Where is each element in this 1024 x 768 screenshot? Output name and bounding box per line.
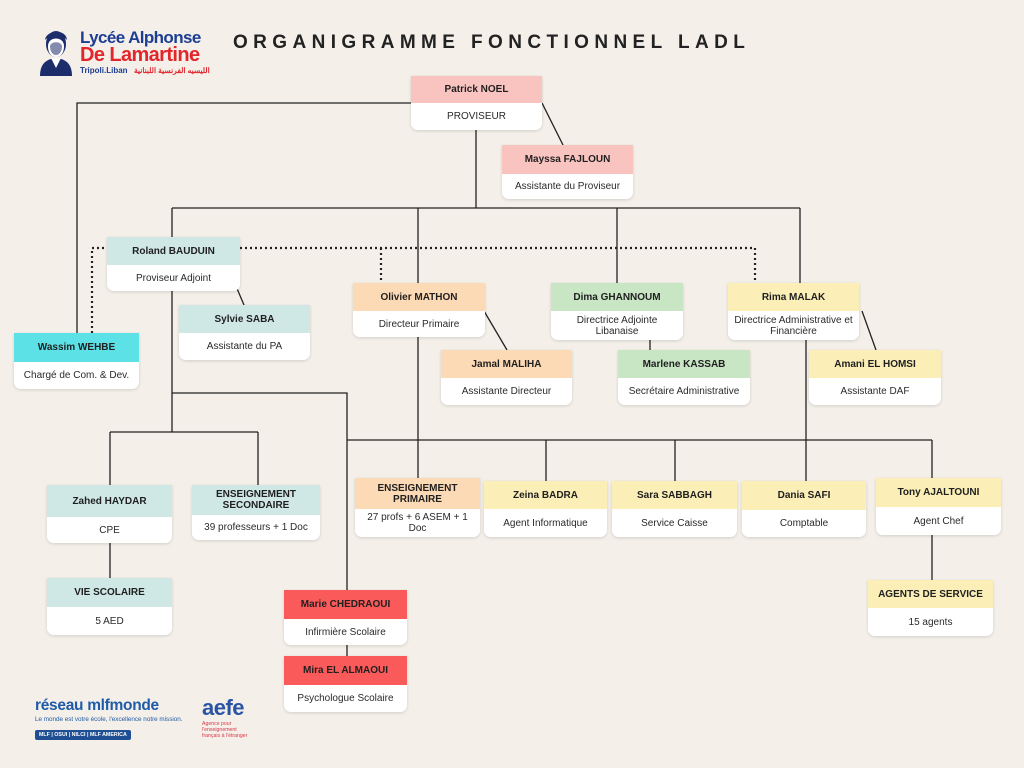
logo-line-2: De Lamartine <box>80 44 200 66</box>
node-name: Marie CHEDRAOUI <box>284 590 407 619</box>
node-role: Psychologue Scolaire <box>284 685 407 712</box>
node-role: Infirmière Scolaire <box>284 619 407 645</box>
mlfmonde-logo <box>35 697 195 741</box>
node-role: Directrice Adjointe Libanaise <box>551 311 683 340</box>
node-role: Proviseur Adjoint <box>107 265 240 291</box>
node-assistante-proviseur <box>502 145 633 199</box>
logo-line-3: Tripoli.Liban <box>80 66 128 75</box>
mlf-tagline: Le monde est votre école, l'excellence notre mission. <box>35 716 183 723</box>
dotted-connector <box>240 248 755 283</box>
node-name: Roland BAUDUIN <box>107 237 240 265</box>
mlf-name: réseau mlfmonde <box>35 697 159 714</box>
node-role: Assistante DAF <box>809 378 941 405</box>
node-infirmiere <box>284 590 407 645</box>
node-role: Agent Informatique <box>484 509 607 537</box>
node-agent-chef <box>876 478 1001 535</box>
node-name: Rima MALAK <box>728 283 859 311</box>
node-role: Secrétaire Administrative <box>618 378 750 405</box>
node-role: Assistante Directeur <box>441 378 572 405</box>
node-ens-primaire <box>355 478 480 537</box>
node-name: Zahed HAYDAR <box>47 485 172 517</box>
node-assistante-pa <box>179 305 310 360</box>
node-name: Mayssa FAJLOUN <box>502 145 633 174</box>
node-name: Sara SABBAGH <box>612 481 737 509</box>
dotted-connector <box>92 248 107 333</box>
node-role: Directrice Administrative et Financière <box>728 311 859 340</box>
logo-arabic: الليسيه الفرنسية اللبنانية <box>134 66 210 75</box>
node-role: Assistante du Proviseur <box>502 174 633 199</box>
node-role: Comptable <box>742 510 866 537</box>
node-psychologue <box>284 656 407 712</box>
node-name: Olivier MATHON <box>353 283 485 311</box>
node-role: Assistante du PA <box>179 333 310 360</box>
node-com-dev <box>14 333 139 389</box>
node-proviseur <box>411 76 542 130</box>
node-role: 39 professeurs + 1 Doc <box>192 515 320 540</box>
connector <box>862 311 876 350</box>
node-name: Jamal MALIHA <box>441 350 572 378</box>
node-name: ENSEIGNEMENT PRIMAIRE <box>355 478 480 509</box>
aefe-name: aefe <box>202 695 245 720</box>
node-role: 15 agents <box>868 608 993 636</box>
page-title: ORGANIGRAMME FONCTIONNEL LADL <box>233 32 751 53</box>
node-daf <box>728 283 859 340</box>
node-assistante-directeur <box>441 350 572 405</box>
connector <box>542 103 563 145</box>
node-role: PROVISEUR <box>411 103 542 130</box>
node-ens-secondaire <box>192 485 320 540</box>
node-role: Agent Chef <box>876 507 1001 535</box>
node-name: Dima GHANNOUM <box>551 283 683 311</box>
node-informatique <box>484 481 607 537</box>
node-role: 27 profs + 6 ASEM + 1 Doc <box>355 509 480 537</box>
node-vie-scolaire <box>47 578 172 635</box>
node-name: VIE SCOLAIRE <box>47 578 172 607</box>
node-directeur-primaire <box>353 283 485 337</box>
node-name: Wassim WEHBE <box>14 333 139 362</box>
node-name: Zeina BADRA <box>484 481 607 509</box>
node-name: Amani EL HOMSI <box>809 350 941 378</box>
logo-line-1: Lycée Alphonse <box>80 28 201 47</box>
aefe-subtitle: Agence pour l'enseignement français à l'étranger <box>202 721 248 739</box>
node-role: Chargé de Com. & Dev. <box>14 362 139 389</box>
node-cpe <box>47 485 172 543</box>
node-role: Service Caisse <box>612 509 737 537</box>
node-caisse <box>612 481 737 537</box>
node-role: CPE <box>47 517 172 543</box>
node-directrice-adjointe <box>551 283 683 340</box>
node-name: Patrick NOEL <box>411 76 542 103</box>
aefe-logo <box>202 697 262 739</box>
node-secretaire <box>618 350 750 405</box>
node-name: Tony AJALTOUNI <box>876 478 1001 507</box>
node-name: Marlene KASSAB <box>618 350 750 378</box>
node-comptable <box>742 481 866 537</box>
connector <box>484 311 507 350</box>
node-agents-service <box>868 580 993 636</box>
node-assistante-daf <box>809 350 941 405</box>
node-role: 5 AED <box>47 607 172 635</box>
node-proviseur-adjoint <box>107 237 240 291</box>
node-name: Sylvie SABA <box>179 305 310 333</box>
node-name: Mira EL ALMAOUI <box>284 656 407 685</box>
node-name: AGENTS DE SERVICE <box>868 580 993 608</box>
mlf-networks: MLF | OSUI | NILCI | MLF AMERICA <box>35 730 131 740</box>
node-name: ENSEIGNEMENT SECONDAIRE <box>192 485 320 515</box>
node-name: Dania SAFI <box>742 481 866 510</box>
node-role: Directeur Primaire <box>353 311 485 337</box>
